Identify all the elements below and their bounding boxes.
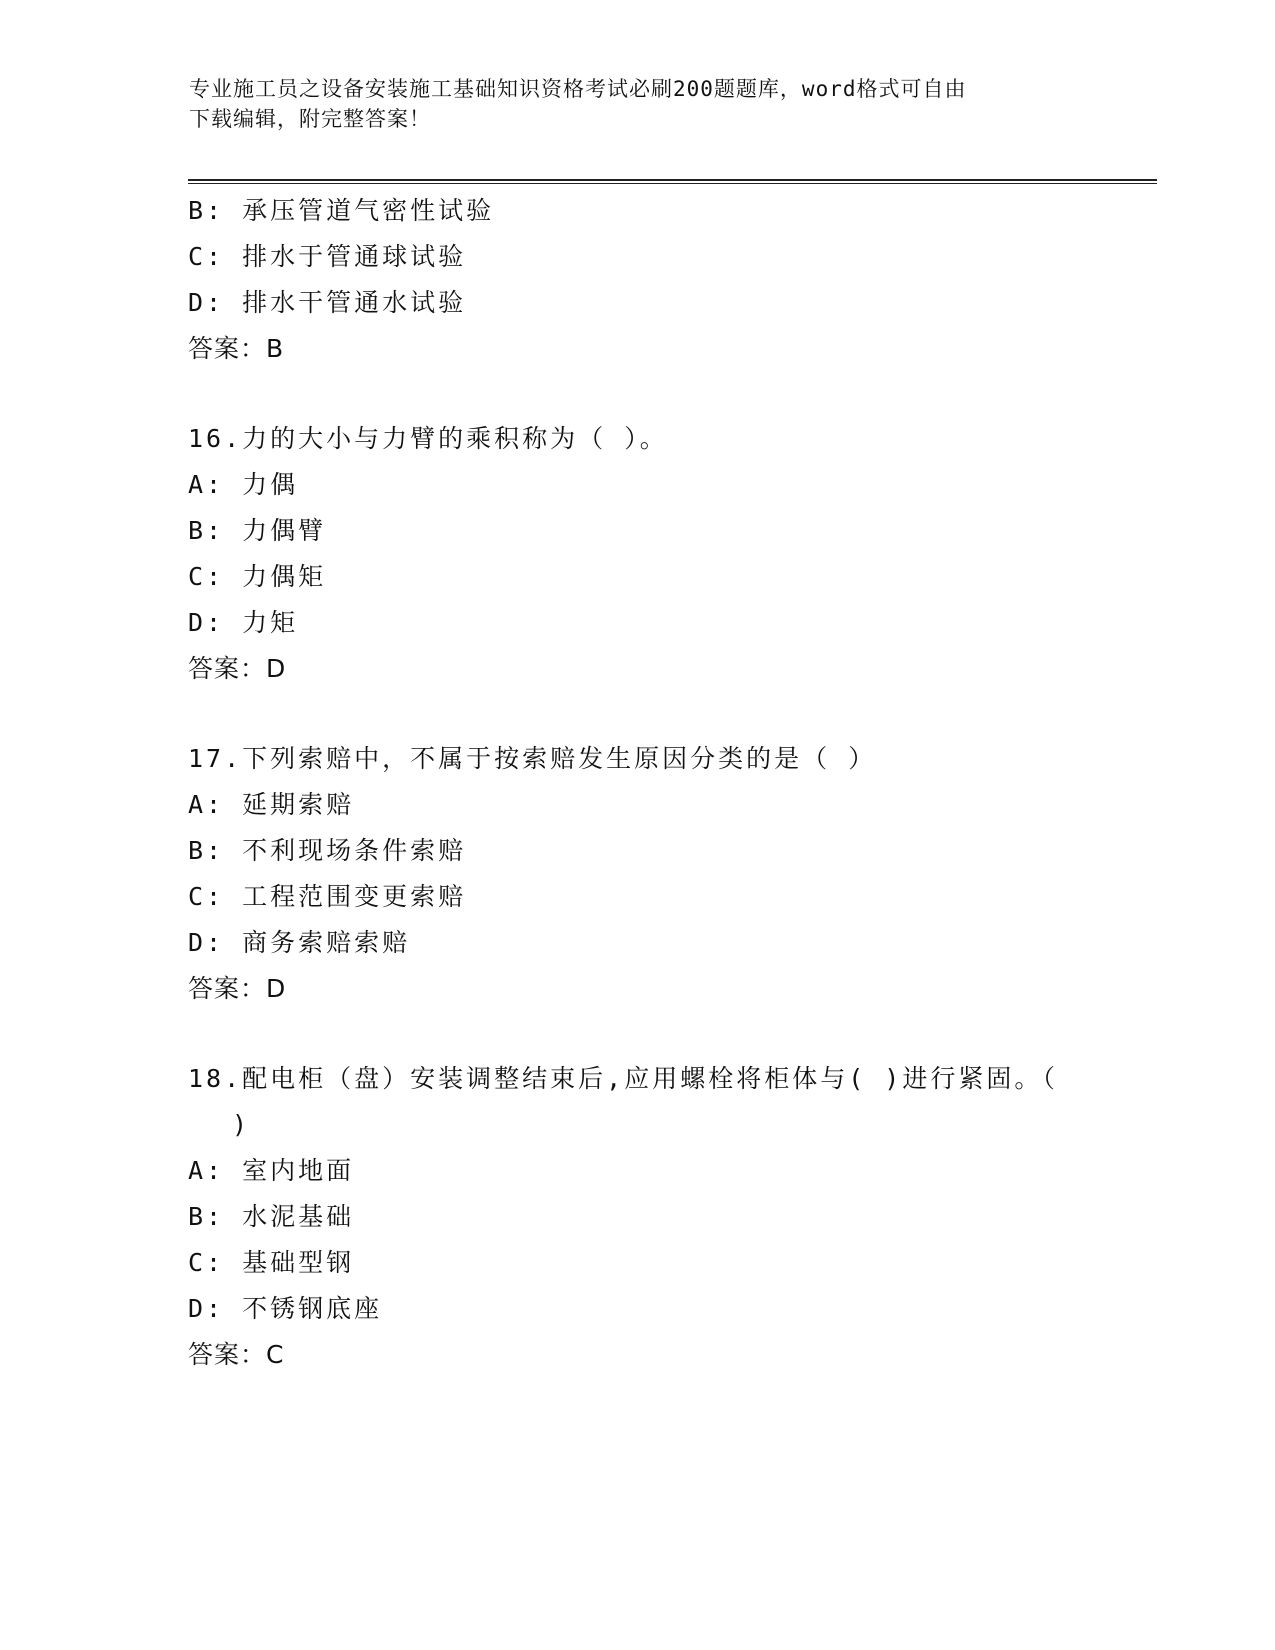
option-d: D: 商务索赔索赔	[188, 928, 411, 957]
question-18	[188, 1056, 1088, 1378]
option-b: B: 不利现场条件索赔	[188, 836, 467, 865]
option-d: D: 力矩	[188, 608, 299, 637]
option-c: C: 基础型钢	[188, 1248, 355, 1277]
option-a: A: 室内地面	[188, 1156, 355, 1185]
question-15-partial	[188, 188, 1088, 372]
header-title-line-1: 专业施工员之设备安装施工基础知识资格考试必刷200题题库，word格式可自由	[189, 77, 967, 101]
question-stem: 16.力的大小与力臂的乘积称为（ ）。	[188, 424, 668, 453]
header-divider	[188, 179, 1157, 184]
option-a: A: 延期索赔	[188, 790, 355, 819]
question-stem: 17.下列索赔中，不属于按索赔发生原因分类的是（ ）	[188, 744, 877, 773]
question-17	[188, 736, 1088, 1012]
answer-line: 答案：B	[188, 334, 285, 363]
answer-line: 答案：C	[188, 1340, 285, 1369]
answer-line: 答案：D	[188, 654, 287, 683]
question-stem-continuation: )	[232, 1110, 251, 1139]
option-b: B: 水泥基础	[188, 1202, 355, 1231]
option-b: B: 力偶臂	[188, 516, 327, 545]
document-header	[189, 74, 1069, 134]
question-list	[188, 188, 1088, 1378]
header-title-line-2: 下载编辑，附完整答案！	[189, 107, 431, 131]
option-d: D: 不锈钢底座	[188, 1294, 383, 1323]
question-16	[188, 416, 1088, 692]
option-d: D: 排水干管通水试验	[188, 288, 467, 317]
option-c: C: 力偶矩	[188, 562, 327, 591]
option-a: A: 力偶	[188, 470, 299, 499]
option-c: C: 排水于管通球试验	[188, 242, 467, 271]
option-b: B: 承压管道气密性试验	[188, 196, 495, 225]
option-c: C: 工程范围变更索赔	[188, 882, 467, 911]
question-stem: 18.配电柜（盘）安装调整结束后,应用螺栓将柜体与( )进行紧固。（	[188, 1064, 1058, 1093]
answer-line: 答案：D	[188, 974, 287, 1003]
